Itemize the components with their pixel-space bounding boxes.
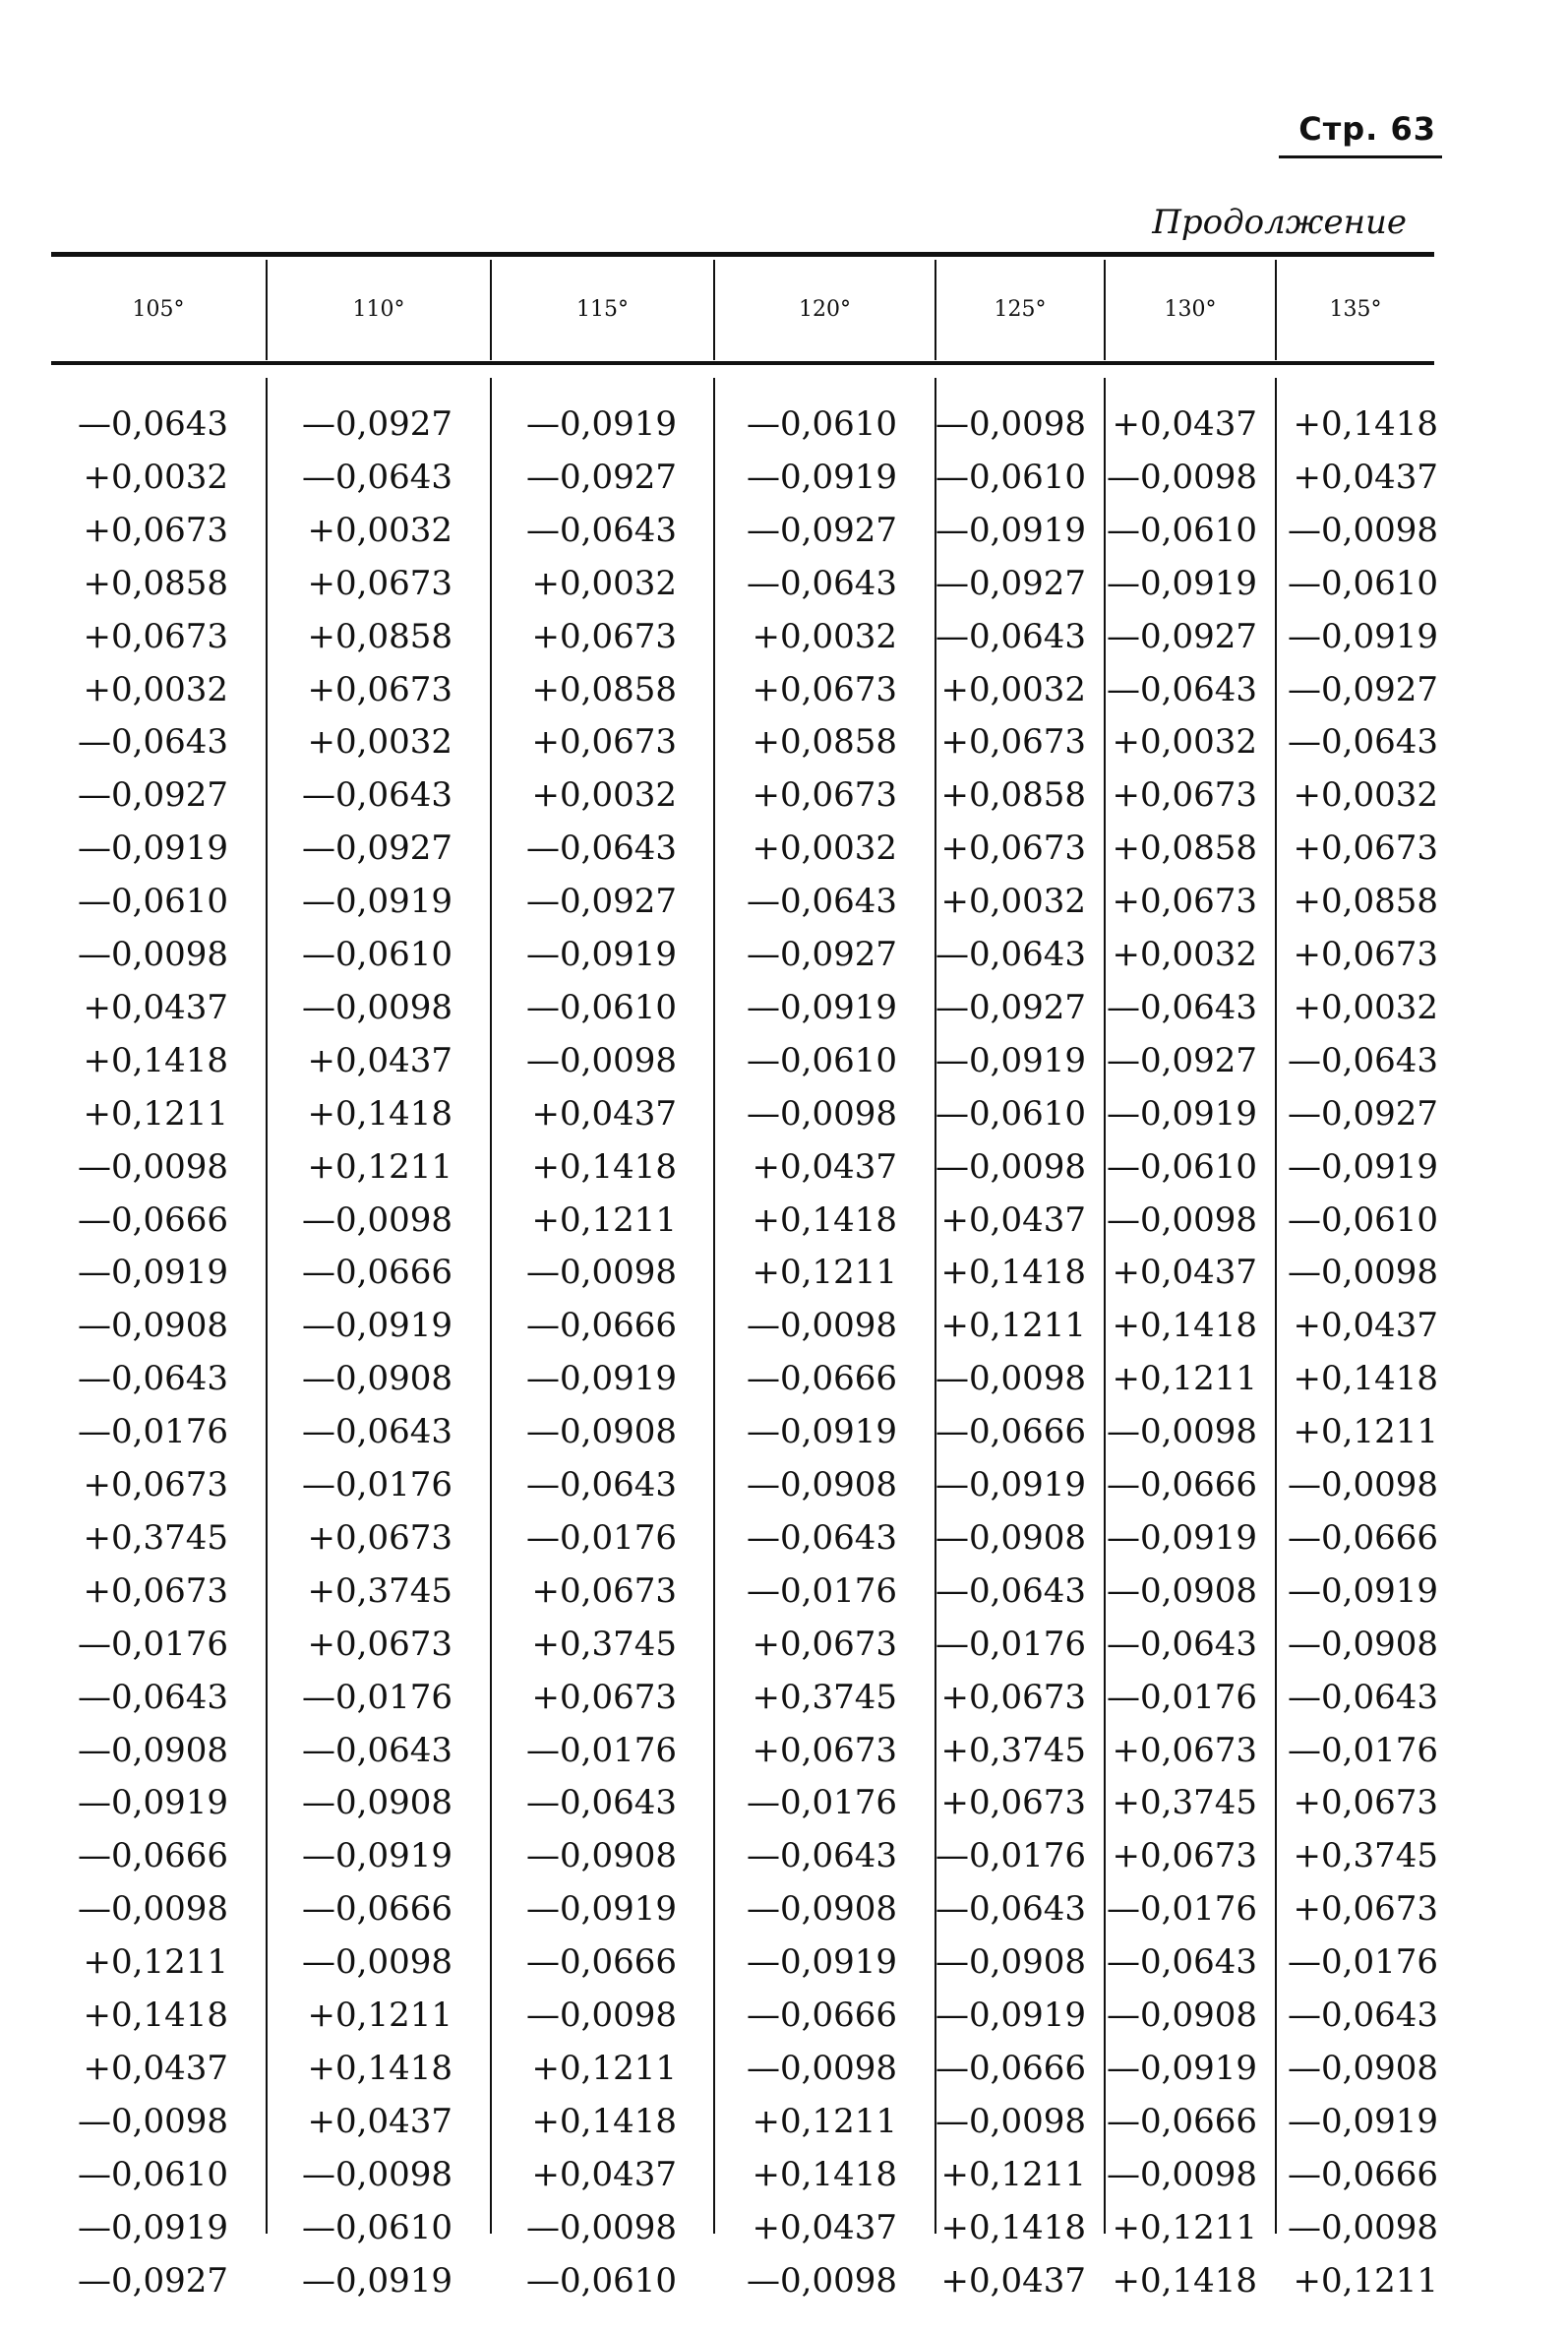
- table-cell: —0,0927: [935, 988, 1086, 1027]
- table-cell: +0,1211: [531, 2049, 677, 2088]
- table-cell: —0,0610: [1107, 1147, 1257, 1187]
- table-cell: +0,0032: [752, 617, 897, 656]
- table-cell: —0,0176: [526, 1518, 677, 1558]
- table-cell: —0,0643: [526, 511, 677, 550]
- table-cell: +0,0673: [531, 1678, 677, 1717]
- table-cell: —0,0098: [1288, 511, 1438, 550]
- table-cell: +0,1211: [752, 2102, 897, 2141]
- table-cell: —0,0643: [1107, 988, 1257, 1027]
- table-cell: —0,0176: [1288, 1942, 1438, 1982]
- table-cell: +0,0673: [1112, 882, 1257, 921]
- table-cell: +0,0673: [1293, 1783, 1438, 1822]
- table-cell: —0,0098: [78, 1147, 228, 1187]
- table-cell: —0,0098: [935, 2102, 1086, 2141]
- table-cell: +0,0032: [307, 722, 452, 762]
- table-cell: —0,0908: [302, 1783, 452, 1822]
- table-cell: +0,0858: [752, 722, 897, 762]
- table-cell: +0,3745: [531, 1625, 677, 1664]
- table-cell: —0,0919: [302, 1836, 452, 1875]
- table-cell: —0,0643: [1107, 1625, 1257, 1664]
- table-cell: —0,0098: [935, 404, 1086, 444]
- table-cell: —0,0666: [1107, 1465, 1257, 1505]
- table-cell: —0,0666: [747, 1359, 897, 1398]
- table-cell: —0,0098: [78, 1889, 228, 1929]
- table-cell: —0,0927: [1107, 617, 1257, 656]
- table-cell: —0,0643: [1288, 1041, 1438, 1080]
- table-cell: +0,1418: [531, 1147, 677, 1187]
- table-cell: +0,0673: [752, 670, 897, 709]
- table-cell: +0,0858: [1293, 882, 1438, 921]
- table-cell: —0,0919: [935, 511, 1086, 550]
- table-cell: —0,0919: [1107, 1518, 1257, 1558]
- table-cell: —0,0643: [302, 458, 452, 497]
- table-cell: —0,0098: [78, 2102, 228, 2141]
- table-cell: —0,0098: [302, 1200, 452, 1240]
- table-cell: +0,0858: [1112, 829, 1257, 868]
- table-cell: +0,0032: [940, 670, 1086, 709]
- table-cell: —0,0919: [747, 1412, 897, 1451]
- table-cell: —0,0610: [78, 2155, 228, 2194]
- table-cell: —0,0643: [747, 1518, 897, 1558]
- table-cell: —0,0610: [935, 1094, 1086, 1134]
- table-cell: —0,0919: [78, 829, 228, 868]
- table-cell: +0,0437: [1112, 1253, 1257, 1292]
- table-cell: —0,0610: [1107, 511, 1257, 550]
- table-cell: +0,1211: [940, 2155, 1086, 2194]
- table-cell: —0,0176: [78, 1625, 228, 1664]
- table-cell: —0,0919: [526, 404, 677, 444]
- column-separator-header: [490, 260, 492, 360]
- table-cell: —0,0927: [1107, 1041, 1257, 1080]
- table-cell: —0,0919: [526, 1889, 677, 1929]
- table-cell: —0,0919: [1288, 1147, 1438, 1187]
- column-header: 115°: [576, 296, 629, 322]
- table-cell: +0,3745: [1112, 1783, 1257, 1822]
- table-cell: +0,0673: [940, 829, 1086, 868]
- table-cell: +0,3745: [1293, 1836, 1438, 1875]
- table-cell: +0,0437: [531, 2155, 677, 2194]
- table-cell: —0,0919: [935, 1041, 1086, 1080]
- table-cell: —0,0098: [1288, 1465, 1438, 1505]
- table-cell: +0,3745: [83, 1518, 228, 1558]
- table-cell: —0,0098: [78, 935, 228, 974]
- table-cell: —0,0908: [526, 1412, 677, 1451]
- table-cell: +0,0437: [307, 2102, 452, 2141]
- table-cell: +0,0673: [752, 1625, 897, 1664]
- table-cell: —0,0098: [935, 1359, 1086, 1398]
- table-cell: +0,1211: [531, 1200, 677, 1240]
- table-cell: —0,0919: [747, 1942, 897, 1982]
- table-cell: —0,0098: [1107, 1200, 1257, 1240]
- table-cell: +0,1418: [940, 1253, 1086, 1292]
- table-cell: +0,0032: [1293, 775, 1438, 815]
- table-cell: —0,0098: [526, 1041, 677, 1080]
- column-header: 135°: [1329, 296, 1382, 322]
- table-cell: +0,0673: [1293, 829, 1438, 868]
- table-cell: —0,0643: [1288, 1678, 1438, 1717]
- table-cell: +0,0032: [307, 511, 452, 550]
- table-cell: +0,3745: [752, 1678, 897, 1717]
- table-cell: —0,0643: [78, 1359, 228, 1398]
- table-cell: —0,0176: [935, 1625, 1086, 1664]
- table-cell: —0,0666: [526, 1306, 677, 1345]
- table-top-rule: [51, 252, 1434, 257]
- header-bottom-rule: [51, 361, 1434, 365]
- table-cell: —0,0919: [526, 1359, 677, 1398]
- column-header: 130°: [1164, 296, 1217, 322]
- table-cell: —0,0927: [747, 511, 897, 550]
- table-cell: +0,1418: [940, 2208, 1086, 2247]
- table-cell: +0,0673: [940, 722, 1086, 762]
- table-cell: +0,0673: [531, 1571, 677, 1611]
- table-cell: —0,0919: [1107, 564, 1257, 603]
- table-cell: +0,0673: [83, 1571, 228, 1611]
- table-cell: —0,0643: [747, 1836, 897, 1875]
- table-cell: +0,0437: [83, 988, 228, 1027]
- table-cell: +0,1211: [83, 1094, 228, 1134]
- column-separator-header: [713, 260, 715, 360]
- table-cell: —0,0927: [302, 404, 452, 444]
- table-cell: +0,0437: [307, 1041, 452, 1080]
- table-cell: —0,0098: [935, 1147, 1086, 1187]
- table-cell: —0,0176: [78, 1412, 228, 1451]
- table-cell: +0,0673: [531, 617, 677, 656]
- table-cell: +0,0673: [83, 511, 228, 550]
- table-cell: +0,0032: [1112, 935, 1257, 974]
- column-header: 125°: [994, 296, 1047, 322]
- table-cell: —0,0098: [302, 2155, 452, 2194]
- table-cell: —0,0098: [526, 2208, 677, 2247]
- table-cell: —0,0098: [1107, 2155, 1257, 2194]
- table-cell: —0,0919: [302, 2261, 452, 2301]
- table-cell: +0,0673: [1293, 1889, 1438, 1929]
- table-cell: —0,0176: [302, 1465, 452, 1505]
- table-cell: +0,1418: [307, 2049, 452, 2088]
- table-cell: —0,0176: [1107, 1678, 1257, 1717]
- table-cell: +0,1211: [307, 1996, 452, 2035]
- table-cell: +0,0673: [752, 775, 897, 815]
- table-cell: —0,0919: [78, 1253, 228, 1292]
- table-cell: +0,0437: [752, 1147, 897, 1187]
- table-cell: —0,0610: [526, 988, 677, 1027]
- table-cell: —0,0919: [302, 882, 452, 921]
- table-cell: +0,0437: [1112, 404, 1257, 444]
- table-cell: —0,0908: [1107, 1996, 1257, 2035]
- table-cell: —0,0643: [747, 882, 897, 921]
- table-cell: —0,0610: [747, 1041, 897, 1080]
- table-cell: —0,0919: [935, 1996, 1086, 2035]
- table-cell: +0,1211: [1293, 1412, 1438, 1451]
- table-cell: +0,0858: [940, 775, 1086, 815]
- continuation-label: Продолжение: [1152, 203, 1407, 242]
- column-separator-header: [1275, 260, 1277, 360]
- table-cell: —0,0098: [747, 1094, 897, 1134]
- table-cell: —0,0610: [78, 882, 228, 921]
- table-cell: —0,0908: [935, 1942, 1086, 1982]
- table-cell: —0,0908: [78, 1306, 228, 1345]
- table-cell: —0,0927: [1288, 670, 1438, 709]
- table-cell: —0,0176: [935, 1836, 1086, 1875]
- table-cell: +0,1211: [1293, 2261, 1438, 2301]
- table-cell: +0,0673: [1112, 775, 1257, 815]
- column-header: 105°: [132, 296, 185, 322]
- table-cell: —0,0610: [935, 458, 1086, 497]
- table-cell: —0,0643: [1288, 1996, 1438, 2035]
- table-cell: +0,1418: [1112, 1306, 1257, 1345]
- table-cell: —0,0643: [302, 1412, 452, 1451]
- table-cell: —0,0643: [1288, 722, 1438, 762]
- table-cell: +0,0032: [531, 775, 677, 815]
- table-cell: —0,0908: [747, 1465, 897, 1505]
- table-cell: —0,0176: [526, 1731, 677, 1770]
- table-cell: —0,0643: [747, 564, 897, 603]
- table-cell: +0,0673: [1112, 1731, 1257, 1770]
- table-cell: +0,0437: [1293, 1306, 1438, 1345]
- table-cell: —0,0919: [1107, 1094, 1257, 1134]
- table-cell: +0,0673: [307, 1625, 452, 1664]
- table-cell: —0,0919: [78, 2208, 228, 2247]
- page-number: Стр. 63: [1298, 110, 1436, 148]
- table-cell: —0,0610: [1288, 564, 1438, 603]
- table-cell: —0,0919: [1288, 1571, 1438, 1611]
- table-cell: —0,0098: [302, 1942, 452, 1982]
- table-cell: —0,0927: [78, 775, 228, 815]
- table-cell: +0,0437: [1293, 458, 1438, 497]
- table-cell: +0,0032: [940, 882, 1086, 921]
- table-cell: —0,0098: [747, 2049, 897, 2088]
- table-cell: —0,0643: [78, 404, 228, 444]
- table-cell: —0,0098: [1288, 2208, 1438, 2247]
- table-cell: +0,1211: [752, 1253, 897, 1292]
- table-cell: +0,1418: [752, 2155, 897, 2194]
- table-cell: +0,0673: [1293, 935, 1438, 974]
- table-cell: —0,0919: [526, 935, 677, 974]
- table-cell: —0,0919: [747, 458, 897, 497]
- table-cell: +0,0437: [752, 2208, 897, 2247]
- table-cell: —0,0098: [1288, 1253, 1438, 1292]
- table-cell: —0,0098: [1107, 1412, 1257, 1451]
- table-cell: —0,0908: [78, 1731, 228, 1770]
- table-cell: —0,0176: [747, 1571, 897, 1611]
- table-cell: —0,0666: [302, 1253, 452, 1292]
- table-cell: —0,0666: [78, 1200, 228, 1240]
- table-cell: +0,0673: [83, 1465, 228, 1505]
- table-cell: —0,0176: [747, 1783, 897, 1822]
- table-cell: —0,0919: [1288, 2102, 1438, 2141]
- table-cell: —0,0610: [1288, 1200, 1438, 1240]
- table-cell: —0,0919: [78, 1783, 228, 1822]
- column-header: 120°: [799, 296, 851, 322]
- table-cell: +0,0673: [940, 1783, 1086, 1822]
- table-cell: —0,0927: [935, 564, 1086, 603]
- table-cell: +0,1211: [940, 1306, 1086, 1345]
- table-cell: —0,0610: [302, 935, 452, 974]
- table-cell: —0,0927: [78, 2261, 228, 2301]
- table-cell: —0,0643: [78, 722, 228, 762]
- table-cell: +0,0858: [307, 617, 452, 656]
- table-cell: +0,1211: [307, 1147, 452, 1187]
- table-cell: —0,0098: [747, 2261, 897, 2301]
- table-cell: —0,0176: [1107, 1889, 1257, 1929]
- table-cell: +0,0032: [1112, 722, 1257, 762]
- table-cell: —0,0643: [526, 1465, 677, 1505]
- table-cell: —0,0098: [526, 1996, 677, 2035]
- table-cell: +0,0437: [940, 1200, 1086, 1240]
- table-cell: —0,0098: [1107, 458, 1257, 497]
- table-cell: —0,0908: [747, 1889, 897, 1929]
- column-separator-header: [935, 260, 936, 360]
- table-cell: +0,0032: [752, 829, 897, 868]
- table-cell: —0,0643: [302, 1731, 452, 1770]
- table-cell: +0,1418: [1112, 2261, 1257, 2301]
- table-cell: +0,3745: [307, 1571, 452, 1611]
- table-cell: +0,1418: [531, 2102, 677, 2141]
- table-cell: —0,0643: [935, 1571, 1086, 1611]
- table-cell: —0,0643: [1107, 1942, 1257, 1982]
- table-cell: —0,0908: [526, 1836, 677, 1875]
- table-cell: —0,0908: [935, 1518, 1086, 1558]
- table-cell: —0,0666: [747, 1996, 897, 2035]
- table-cell: +0,0437: [940, 2261, 1086, 2301]
- table-cell: +0,0673: [1112, 1836, 1257, 1875]
- table-cell: —0,0098: [747, 1306, 897, 1345]
- table-cell: +0,0032: [1293, 988, 1438, 1027]
- table-cell: —0,0643: [935, 617, 1086, 656]
- table-cell: —0,0927: [747, 935, 897, 974]
- table-cell: +0,0858: [531, 670, 677, 709]
- table-cell: +0,1418: [307, 1094, 452, 1134]
- table-cell: +0,1418: [1293, 1359, 1438, 1398]
- table-cell: —0,0643: [1107, 670, 1257, 709]
- table-cell: +0,0032: [83, 670, 228, 709]
- table-cell: +0,0437: [531, 1094, 677, 1134]
- table-cell: +0,0032: [531, 564, 677, 603]
- table-cell: —0,0908: [302, 1359, 452, 1398]
- table-cell: —0,0908: [1288, 1625, 1438, 1664]
- table-cell: —0,0176: [302, 1678, 452, 1717]
- table-cell: —0,0643: [526, 1783, 677, 1822]
- table-cell: +0,1418: [83, 1996, 228, 2035]
- table-cell: —0,0098: [302, 988, 452, 1027]
- table-cell: +0,1211: [83, 1942, 228, 1982]
- table-cell: —0,0927: [302, 829, 452, 868]
- table-cell: +0,0437: [83, 2049, 228, 2088]
- table-cell: —0,0919: [1288, 617, 1438, 656]
- table-cell: —0,0643: [78, 1678, 228, 1717]
- table-cell: +0,3745: [940, 1731, 1086, 1770]
- table-cell: —0,0908: [1288, 2049, 1438, 2088]
- table-cell: —0,0098: [526, 1253, 677, 1292]
- table-cell: —0,0666: [526, 1942, 677, 1982]
- page-number-rule: [1279, 155, 1442, 158]
- table-cell: +0,0032: [83, 458, 228, 497]
- table-cell: +0,0858: [83, 564, 228, 603]
- table-cell: +0,0673: [940, 1678, 1086, 1717]
- table-cell: +0,0673: [307, 564, 452, 603]
- table-cell: +0,0673: [307, 1518, 452, 1558]
- table-cell: —0,0610: [526, 2261, 677, 2301]
- table-cell: —0,0908: [1107, 1571, 1257, 1611]
- column-header: 110°: [352, 296, 405, 322]
- table-cell: —0,0666: [1288, 2155, 1438, 2194]
- table-cell: —0,0919: [935, 1465, 1086, 1505]
- table-cell: —0,0666: [1288, 1518, 1438, 1558]
- table-cell: —0,0610: [747, 404, 897, 444]
- table-cell: —0,0666: [78, 1836, 228, 1875]
- table-cell: +0,1418: [83, 1041, 228, 1080]
- table-cell: —0,0919: [302, 1306, 452, 1345]
- table-cell: —0,0643: [935, 935, 1086, 974]
- table-cell: —0,0666: [935, 1412, 1086, 1451]
- table-cell: +0,1211: [1112, 2208, 1257, 2247]
- table-cell: +0,0673: [752, 1731, 897, 1770]
- table-cell: —0,0643: [935, 1889, 1086, 1929]
- table-cell: —0,0927: [1288, 1094, 1438, 1134]
- table-cell: —0,0919: [747, 988, 897, 1027]
- table-cell: +0,0673: [83, 617, 228, 656]
- column-separator-header: [266, 260, 268, 360]
- table-cell: —0,0643: [302, 775, 452, 815]
- table-cell: —0,0919: [1107, 2049, 1257, 2088]
- table-cell: +0,1211: [1112, 1359, 1257, 1398]
- table-cell: —0,0666: [1107, 2102, 1257, 2141]
- table-cell: —0,0176: [1288, 1731, 1438, 1770]
- table-cell: —0,0666: [302, 1889, 452, 1929]
- table-cell: +0,1418: [752, 1200, 897, 1240]
- table-cell: +0,1418: [1293, 404, 1438, 444]
- table-cell: —0,0610: [302, 2208, 452, 2247]
- column-separator-header: [1104, 260, 1106, 360]
- table-cell: +0,0673: [307, 670, 452, 709]
- table-cell: —0,0643: [526, 829, 677, 868]
- table-cell: —0,0927: [526, 882, 677, 921]
- table-cell: —0,0927: [526, 458, 677, 497]
- table-cell: +0,0673: [531, 722, 677, 762]
- table-cell: —0,0666: [935, 2049, 1086, 2088]
